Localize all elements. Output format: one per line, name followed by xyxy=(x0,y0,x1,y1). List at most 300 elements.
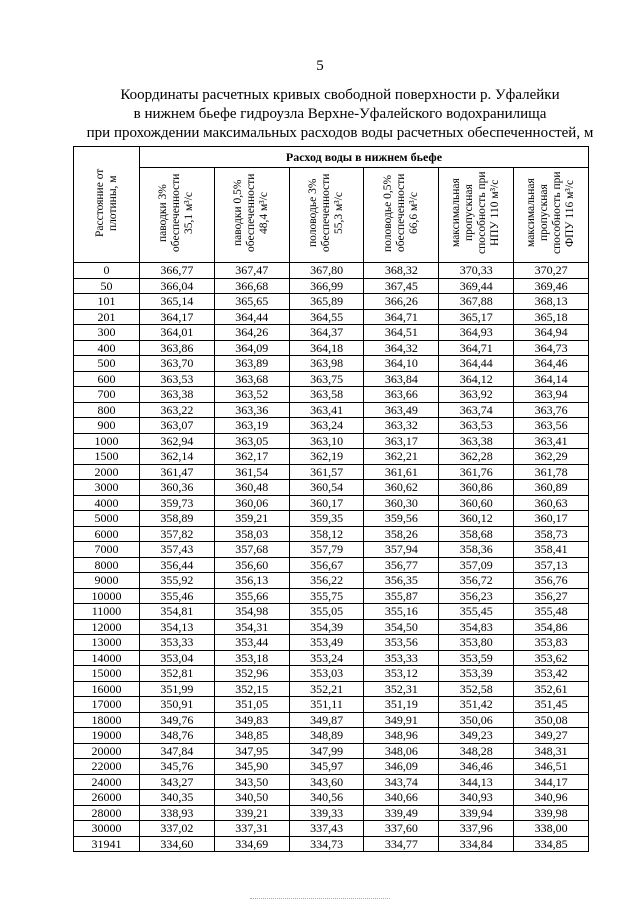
distance-cell: 30000 xyxy=(74,821,140,837)
level-cell: 363,17 xyxy=(364,433,439,449)
level-cell: 345,90 xyxy=(214,759,289,775)
level-cell: 347,95 xyxy=(214,743,289,759)
level-cell: 353,18 xyxy=(214,650,289,666)
distance-cell: 500 xyxy=(74,356,140,372)
level-cell: 354,13 xyxy=(140,619,215,635)
column-header-5 xyxy=(439,168,514,263)
level-cell: 364,44 xyxy=(439,356,514,372)
column-header-3 xyxy=(289,168,364,263)
level-cell: 363,22 xyxy=(140,402,215,418)
table-row xyxy=(74,759,589,775)
level-cell: 358,36 xyxy=(439,542,514,558)
level-cell: 352,31 xyxy=(364,681,439,697)
level-cell: 362,21 xyxy=(364,449,439,465)
table-row xyxy=(74,666,589,682)
level-cell: 337,31 xyxy=(214,821,289,837)
distance-cell: 12000 xyxy=(74,619,140,635)
level-cell: 358,68 xyxy=(439,526,514,542)
distance-cell: 2000 xyxy=(74,464,140,480)
distance-header: Расстояние от плотины, м xyxy=(93,168,119,237)
level-cell: 343,50 xyxy=(214,774,289,790)
table-row xyxy=(74,340,589,356)
level-cell: 358,26 xyxy=(364,526,439,542)
level-cell: 344,13 xyxy=(439,774,514,790)
level-cell: 351,19 xyxy=(364,697,439,713)
distance-cell: 31941 xyxy=(74,836,140,852)
water-level-table xyxy=(73,146,589,852)
table-row xyxy=(74,542,589,558)
table-row xyxy=(74,294,589,310)
level-cell: 351,99 xyxy=(140,681,215,697)
level-cell: 353,24 xyxy=(289,650,364,666)
level-cell: 364,51 xyxy=(364,325,439,341)
page-number: 5 xyxy=(316,58,324,74)
level-cell: 353,62 xyxy=(514,650,589,666)
level-cell: 362,14 xyxy=(140,449,215,465)
level-cell: 362,28 xyxy=(439,449,514,465)
distance-cell: 26000 xyxy=(74,790,140,806)
level-cell: 340,56 xyxy=(289,790,364,806)
level-cell: 360,60 xyxy=(439,495,514,511)
table-row xyxy=(74,790,589,806)
level-cell: 357,13 xyxy=(514,557,589,573)
level-cell: 364,94 xyxy=(514,325,589,341)
level-cell: 364,18 xyxy=(289,340,364,356)
level-cell: 358,12 xyxy=(289,526,364,542)
column-header-label: максимальная пропускная способность при НПУ 110 м³/с xyxy=(450,171,502,255)
distance-cell: 13000 xyxy=(74,635,140,651)
level-cell: 340,50 xyxy=(214,790,289,806)
level-cell: 358,89 xyxy=(140,511,215,527)
title-line-1: Координаты расчетных кривых свободной поверхности р. Уфалейки xyxy=(120,87,560,103)
level-cell: 347,99 xyxy=(289,743,364,759)
level-cell: 361,76 xyxy=(439,464,514,480)
level-cell: 364,10 xyxy=(364,356,439,372)
level-cell: 351,42 xyxy=(439,697,514,713)
level-cell: 367,88 xyxy=(439,294,514,310)
level-cell: 347,84 xyxy=(140,743,215,759)
level-cell: 363,38 xyxy=(140,387,215,403)
level-cell: 363,19 xyxy=(214,418,289,434)
distance-cell: 4000 xyxy=(74,495,140,511)
level-cell: 348,89 xyxy=(289,728,364,744)
level-cell: 363,84 xyxy=(364,371,439,387)
level-cell: 360,89 xyxy=(514,480,589,496)
distance-cell: 1500 xyxy=(74,449,140,465)
level-cell: 362,94 xyxy=(140,433,215,449)
level-cell: 367,47 xyxy=(214,263,289,279)
level-cell: 356,22 xyxy=(289,573,364,589)
level-cell: 363,68 xyxy=(214,371,289,387)
level-cell: 364,14 xyxy=(514,371,589,387)
table-row xyxy=(74,402,589,418)
level-cell: 348,76 xyxy=(140,728,215,744)
level-cell: 362,29 xyxy=(514,449,589,465)
level-cell: 363,32 xyxy=(364,418,439,434)
level-cell: 363,94 xyxy=(514,387,589,403)
level-cell: 339,94 xyxy=(439,805,514,821)
level-cell: 357,43 xyxy=(140,542,215,558)
level-cell: 363,38 xyxy=(439,433,514,449)
distance-cell: 28000 xyxy=(74,805,140,821)
table-row xyxy=(74,511,589,527)
level-cell: 363,86 xyxy=(140,340,215,356)
level-cell: 352,58 xyxy=(439,681,514,697)
level-cell: 348,31 xyxy=(514,743,589,759)
column-header-label: максимальная пропускная способность при ФПУ 116 м³/с xyxy=(525,171,577,255)
distance-cell: 1000 xyxy=(74,433,140,449)
level-cell: 352,61 xyxy=(514,681,589,697)
level-cell: 348,85 xyxy=(214,728,289,744)
level-cell: 360,30 xyxy=(364,495,439,511)
level-cell: 356,77 xyxy=(364,557,439,573)
level-cell: 365,18 xyxy=(514,309,589,325)
level-cell: 337,02 xyxy=(140,821,215,837)
level-cell: 363,41 xyxy=(514,433,589,449)
level-cell: 350,06 xyxy=(439,712,514,728)
level-cell: 363,76 xyxy=(514,402,589,418)
level-cell: 363,10 xyxy=(289,433,364,449)
level-cell: 343,60 xyxy=(289,774,364,790)
level-cell: 353,80 xyxy=(439,635,514,651)
level-cell: 364,01 xyxy=(140,325,215,341)
column-header-label: половодье 0,5% обеспеченности 66,6 м³/с xyxy=(381,173,420,253)
level-cell: 355,87 xyxy=(364,588,439,604)
title-line-2: в нижнем бьефе гидроузла Верхне-Уфалейского водохранилища xyxy=(133,106,547,122)
level-cell: 357,94 xyxy=(364,542,439,558)
level-cell: 340,93 xyxy=(439,790,514,806)
level-cell: 363,41 xyxy=(289,402,364,418)
distance-cell: 14000 xyxy=(74,650,140,666)
level-cell: 353,42 xyxy=(514,666,589,682)
level-cell: 356,35 xyxy=(364,573,439,589)
table-row xyxy=(74,418,589,434)
level-cell: 356,76 xyxy=(514,573,589,589)
level-cell: 365,65 xyxy=(214,294,289,310)
table-row xyxy=(74,263,589,279)
level-cell: 366,77 xyxy=(140,263,215,279)
level-cell: 357,68 xyxy=(214,542,289,558)
column-header-4 xyxy=(364,168,439,263)
level-cell: 355,75 xyxy=(289,588,364,604)
level-cell: 363,92 xyxy=(439,387,514,403)
level-cell: 357,82 xyxy=(140,526,215,542)
level-cell: 353,59 xyxy=(439,650,514,666)
level-cell: 334,84 xyxy=(439,836,514,852)
level-cell: 355,16 xyxy=(364,604,439,620)
level-cell: 352,96 xyxy=(214,666,289,682)
level-cell: 337,43 xyxy=(289,821,364,837)
level-cell: 360,06 xyxy=(214,495,289,511)
column-header-1 xyxy=(140,168,215,263)
level-cell: 367,45 xyxy=(364,278,439,294)
distance-cell: 8000 xyxy=(74,557,140,573)
level-cell: 351,05 xyxy=(214,697,289,713)
column-header-6 xyxy=(514,168,589,263)
level-cell: 354,86 xyxy=(514,619,589,635)
level-cell: 350,08 xyxy=(514,712,589,728)
level-cell: 353,12 xyxy=(364,666,439,682)
distance-cell: 10000 xyxy=(74,588,140,604)
table-row xyxy=(74,774,589,790)
table-row xyxy=(74,712,589,728)
table-row xyxy=(74,526,589,542)
level-cell: 334,69 xyxy=(214,836,289,852)
level-cell: 364,71 xyxy=(364,309,439,325)
column-header-label: паводки 0,5% обеспеченности 48,4 м³/с xyxy=(232,173,271,253)
level-cell: 343,27 xyxy=(140,774,215,790)
level-cell: 339,21 xyxy=(214,805,289,821)
table-row xyxy=(74,697,589,713)
level-cell: 362,17 xyxy=(214,449,289,465)
distance-cell: 11000 xyxy=(74,604,140,620)
level-cell: 337,60 xyxy=(364,821,439,837)
level-cell: 348,06 xyxy=(364,743,439,759)
level-cell: 364,46 xyxy=(514,356,589,372)
level-cell: 360,17 xyxy=(289,495,364,511)
level-cell: 345,76 xyxy=(140,759,215,775)
level-cell: 348,96 xyxy=(364,728,439,744)
level-cell: 355,45 xyxy=(439,604,514,620)
level-cell: 358,41 xyxy=(514,542,589,558)
level-cell: 360,48 xyxy=(214,480,289,496)
level-cell: 354,81 xyxy=(140,604,215,620)
distance-cell: 700 xyxy=(74,387,140,403)
table-row xyxy=(74,464,589,480)
level-cell: 365,89 xyxy=(289,294,364,310)
column-header-row xyxy=(74,168,589,263)
level-cell: 363,52 xyxy=(214,387,289,403)
distance-cell: 3000 xyxy=(74,480,140,496)
level-cell: 349,27 xyxy=(514,728,589,744)
level-cell: 353,04 xyxy=(140,650,215,666)
distance-cell: 101 xyxy=(74,294,140,310)
distance-cell: 300 xyxy=(74,325,140,341)
level-cell: 345,97 xyxy=(289,759,364,775)
distance-cell: 400 xyxy=(74,340,140,356)
table-row xyxy=(74,278,589,294)
level-cell: 353,56 xyxy=(364,635,439,651)
level-cell: 360,86 xyxy=(439,480,514,496)
column-header-label: половодье 3% обеспеченности 55,3 м³/с xyxy=(307,173,346,253)
table-row xyxy=(74,480,589,496)
level-cell: 337,96 xyxy=(439,821,514,837)
level-cell: 349,83 xyxy=(214,712,289,728)
level-cell: 364,09 xyxy=(214,340,289,356)
level-cell: 353,39 xyxy=(439,666,514,682)
level-cell: 364,12 xyxy=(439,371,514,387)
level-cell: 334,73 xyxy=(289,836,364,852)
column-header-label: паводки 3% обеспеченности 35,1 м³/с xyxy=(157,173,196,253)
level-cell: 356,23 xyxy=(439,588,514,604)
level-cell: 353,83 xyxy=(514,635,589,651)
level-cell: 352,21 xyxy=(289,681,364,697)
table-row xyxy=(74,743,589,759)
level-cell: 361,54 xyxy=(214,464,289,480)
table-row xyxy=(74,573,589,589)
title-line-3: при прохождении максимальных расходов воды расчетных обеспеченностей, м xyxy=(86,125,594,141)
level-cell: 365,14 xyxy=(140,294,215,310)
table-row xyxy=(74,387,589,403)
level-cell: 349,91 xyxy=(364,712,439,728)
table-row xyxy=(74,728,589,744)
distance-cell: 5000 xyxy=(74,511,140,527)
level-cell: 364,93 xyxy=(439,325,514,341)
level-cell: 363,98 xyxy=(289,356,364,372)
level-cell: 356,72 xyxy=(439,573,514,589)
distance-cell: 9000 xyxy=(74,573,140,589)
level-cell: 346,51 xyxy=(514,759,589,775)
distance-cell: 15000 xyxy=(74,666,140,682)
level-cell: 363,75 xyxy=(289,371,364,387)
level-cell: 334,60 xyxy=(140,836,215,852)
level-cell: 360,12 xyxy=(439,511,514,527)
level-cell: 364,44 xyxy=(214,309,289,325)
level-cell: 363,36 xyxy=(214,402,289,418)
distance-cell: 19000 xyxy=(74,728,140,744)
level-cell: 353,03 xyxy=(289,666,364,682)
level-cell: 364,73 xyxy=(514,340,589,356)
table-body xyxy=(74,263,589,852)
level-cell: 366,26 xyxy=(364,294,439,310)
level-cell: 360,36 xyxy=(140,480,215,496)
level-cell: 363,05 xyxy=(214,433,289,449)
level-cell: 357,79 xyxy=(289,542,364,558)
level-cell: 354,83 xyxy=(439,619,514,635)
table-row xyxy=(74,356,589,372)
level-cell: 352,15 xyxy=(214,681,289,697)
table-row xyxy=(74,619,589,635)
level-cell: 353,33 xyxy=(140,635,215,651)
level-cell: 358,73 xyxy=(514,526,589,542)
level-cell: 340,96 xyxy=(514,790,589,806)
discharge-group-header: Расход воды в нижнем бьефе xyxy=(140,147,589,168)
distance-cell: 16000 xyxy=(74,681,140,697)
level-cell: 359,56 xyxy=(364,511,439,527)
level-cell: 359,73 xyxy=(140,495,215,511)
level-cell: 363,66 xyxy=(364,387,439,403)
level-cell: 363,53 xyxy=(140,371,215,387)
distance-cell: 22000 xyxy=(74,759,140,775)
level-cell: 356,60 xyxy=(214,557,289,573)
level-cell: 366,99 xyxy=(289,278,364,294)
level-cell: 344,17 xyxy=(514,774,589,790)
level-cell: 338,00 xyxy=(514,821,589,837)
level-cell: 351,45 xyxy=(514,697,589,713)
level-cell: 346,46 xyxy=(439,759,514,775)
table-row xyxy=(74,588,589,604)
level-cell: 354,98 xyxy=(214,604,289,620)
level-cell: 343,74 xyxy=(364,774,439,790)
level-cell: 370,27 xyxy=(514,263,589,279)
table-row xyxy=(74,836,589,852)
level-cell: 366,68 xyxy=(214,278,289,294)
level-cell: 364,32 xyxy=(364,340,439,356)
level-cell: 364,71 xyxy=(439,340,514,356)
level-cell: 364,26 xyxy=(214,325,289,341)
level-cell: 369,44 xyxy=(439,278,514,294)
level-cell: 350,91 xyxy=(140,697,215,713)
level-cell: 339,98 xyxy=(514,805,589,821)
level-cell: 360,62 xyxy=(364,480,439,496)
distance-cell: 17000 xyxy=(74,697,140,713)
distance-cell: 600 xyxy=(74,371,140,387)
level-cell: 361,47 xyxy=(140,464,215,480)
level-cell: 339,33 xyxy=(289,805,364,821)
level-cell: 364,37 xyxy=(289,325,364,341)
level-cell: 358,03 xyxy=(214,526,289,542)
table-row xyxy=(74,449,589,465)
distance-cell: 900 xyxy=(74,418,140,434)
level-cell: 348,28 xyxy=(439,743,514,759)
level-cell: 355,05 xyxy=(289,604,364,620)
level-cell: 334,85 xyxy=(514,836,589,852)
level-cell: 368,13 xyxy=(514,294,589,310)
distance-cell: 800 xyxy=(74,402,140,418)
footer-divider xyxy=(250,898,390,899)
table-row xyxy=(74,433,589,449)
level-cell: 363,07 xyxy=(140,418,215,434)
distance-cell: 50 xyxy=(74,278,140,294)
level-cell: 353,49 xyxy=(289,635,364,651)
level-cell: 353,33 xyxy=(364,650,439,666)
level-cell: 354,50 xyxy=(364,619,439,635)
level-cell: 363,53 xyxy=(439,418,514,434)
level-cell: 367,80 xyxy=(289,263,364,279)
level-cell: 352,81 xyxy=(140,666,215,682)
distance-cell: 24000 xyxy=(74,774,140,790)
level-cell: 364,55 xyxy=(289,309,364,325)
level-cell: 340,66 xyxy=(364,790,439,806)
level-cell: 339,49 xyxy=(364,805,439,821)
level-cell: 361,61 xyxy=(364,464,439,480)
level-cell: 359,21 xyxy=(214,511,289,527)
level-cell: 369,46 xyxy=(514,278,589,294)
level-cell: 360,63 xyxy=(514,495,589,511)
level-cell: 366,04 xyxy=(140,278,215,294)
table-row xyxy=(74,557,589,573)
level-cell: 355,46 xyxy=(140,588,215,604)
level-cell: 361,57 xyxy=(289,464,364,480)
level-cell: 353,44 xyxy=(214,635,289,651)
level-cell: 354,39 xyxy=(289,619,364,635)
table-row xyxy=(74,635,589,651)
level-cell: 360,54 xyxy=(289,480,364,496)
level-cell: 346,09 xyxy=(364,759,439,775)
level-cell: 361,78 xyxy=(514,464,589,480)
level-cell: 365,17 xyxy=(439,309,514,325)
table-row xyxy=(74,604,589,620)
level-cell: 355,66 xyxy=(214,588,289,604)
distance-cell: 201 xyxy=(74,309,140,325)
level-cell: 356,44 xyxy=(140,557,215,573)
table-row xyxy=(74,309,589,325)
distance-cell: 6000 xyxy=(74,526,140,542)
level-cell: 364,17 xyxy=(140,309,215,325)
level-cell: 368,32 xyxy=(364,263,439,279)
level-cell: 363,24 xyxy=(289,418,364,434)
level-cell: 338,93 xyxy=(140,805,215,821)
level-cell: 363,89 xyxy=(214,356,289,372)
distance-cell: 18000 xyxy=(74,712,140,728)
table-row xyxy=(74,495,589,511)
level-cell: 360,17 xyxy=(514,511,589,527)
table-row xyxy=(74,650,589,666)
distance-cell: 0 xyxy=(74,263,140,279)
level-cell: 359,35 xyxy=(289,511,364,527)
level-cell: 363,74 xyxy=(439,402,514,418)
level-cell: 351,11 xyxy=(289,697,364,713)
